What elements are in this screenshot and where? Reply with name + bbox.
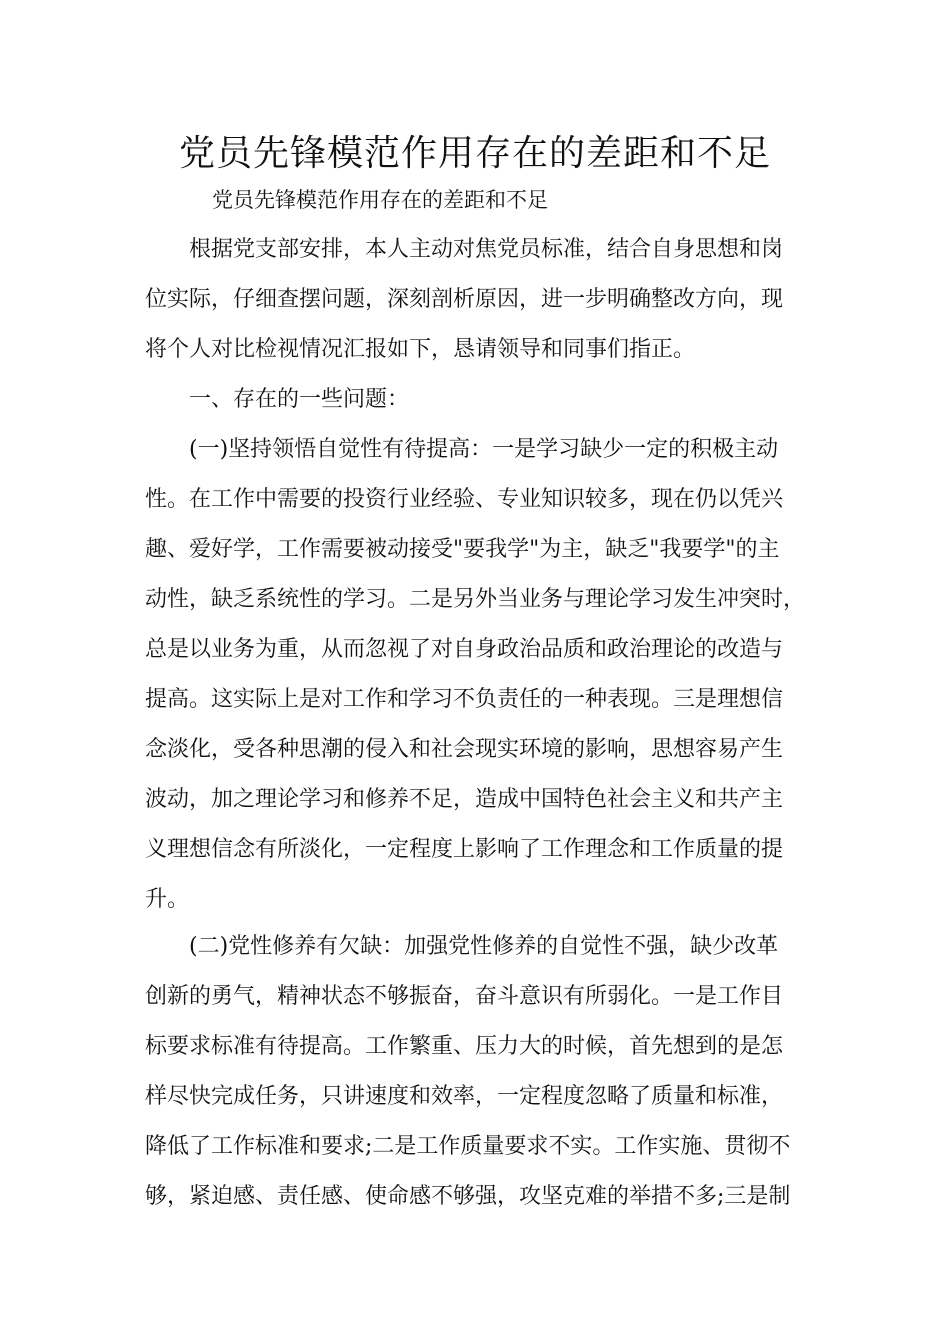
- text-line: (二)党性修养有欠缺：加强党性修养的自觉性不强，缺少改革: [189, 934, 779, 959]
- text-line: 动性，缺乏系统性的学习。二是另外当业务与理论学习发生冲突时，: [145, 587, 806, 612]
- paragraph-intro: [145, 225, 825, 375]
- text-line: 一、存在的一些问题：: [189, 387, 410, 412]
- text-line: 根据党支部安排，本人主动对焦党员标准，结合自身思想和岗: [189, 237, 784, 262]
- document-title: 党员先锋模范作用存在的差距和不足: [178, 133, 771, 174]
- text-line: 标要求标准有待提高。工作繁重、压力大的时候，首先想到的是怎: [145, 1034, 784, 1059]
- paragraph-item-2: [145, 922, 825, 1222]
- section-heading: [145, 375, 825, 425]
- text-line: 够，紧迫感、责任感、使命感不够强，攻坚克难的举措不多;三是制: [145, 1184, 791, 1209]
- text-line: 念淡化，受各种思潮的侵入和社会现实环境的影响，思想容易产生: [145, 737, 784, 762]
- text-line: 升。: [145, 887, 190, 912]
- text-line: (一)坚持领悟自觉性有待提高：一是学习缺少一定的积极主动: [189, 437, 779, 462]
- text-line: 总是以业务为重，从而忽视了对自身政治品质和政治理论的改造与: [145, 637, 784, 662]
- text-line: 性。在工作中需要的投资行业经验、专业知识较多，现在仍以凭兴: [145, 487, 784, 512]
- text-line: 提高。这实际上是对工作和学习不负责任的一种表现。三是理想信: [145, 687, 784, 712]
- text-line: 降低了工作标准和要求;二是工作质量要求不实。工作实施、贯彻不: [145, 1134, 791, 1159]
- text-line: 将个人对比检视情况汇报如下，恳请领导和同事们指正。: [145, 337, 696, 362]
- text-line: 样尽快完成任务，只讲速度和效率，一定程度忽略了质量和标准，: [145, 1084, 784, 1109]
- text-line: 位实际，仔细查摆问题，深刻剖析原因，进一步明确整改方向，现: [145, 287, 784, 312]
- text-line: 义理想信念有所淡化，一定程度上影响了工作理念和工作质量的提: [145, 837, 784, 862]
- document-subtitle: 党员先锋模范作用存在的差距和不足: [212, 188, 548, 212]
- text-line: 趣、爱好学，工作需要被动接受"要我学"为主，缺乏"我要学"的主: [145, 537, 780, 562]
- text-line: 波动，加之理论学习和修养不足，造成中国特色社会主义和共产主: [145, 787, 784, 812]
- text-line: 创新的勇气，精神状态不够振奋，奋斗意识有所弱化。一是工作目: [145, 984, 784, 1009]
- paragraph-item-1: [145, 425, 825, 925]
